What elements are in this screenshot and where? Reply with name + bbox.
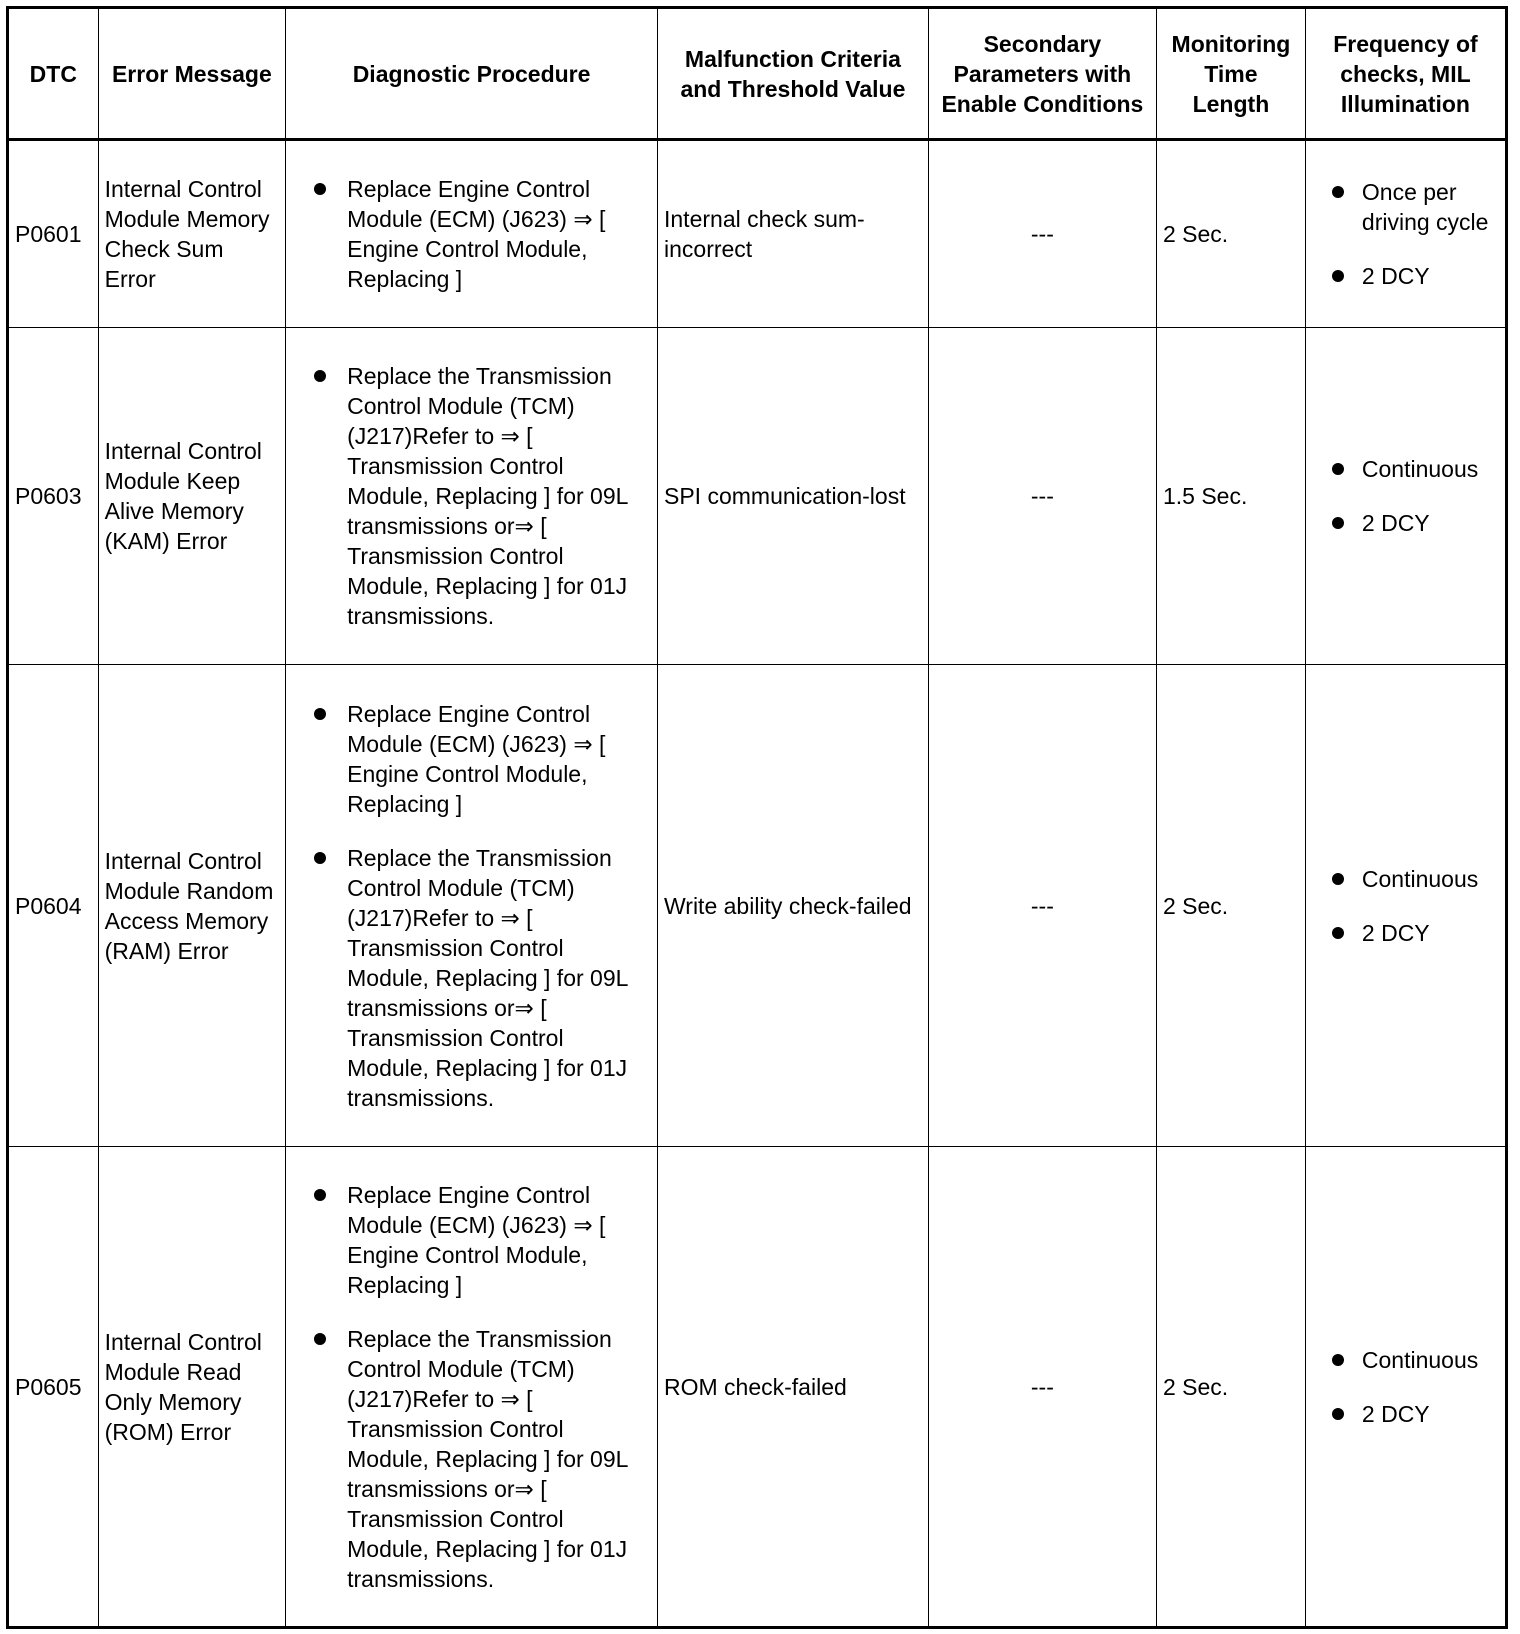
frequency-item: 2 DCY <box>1312 261 1499 291</box>
secondary-parameters: --- <box>928 1147 1156 1628</box>
frequency-item: 2 DCY <box>1312 1399 1499 1429</box>
dtc-code: P0604 <box>8 665 99 1147</box>
table-body <box>8 140 1507 1628</box>
procedure-list <box>292 1180 651 1594</box>
malfunction-criteria: ROM check-failed <box>658 1147 929 1628</box>
procedure-step: Replace the Transmission Control Module (TCM) (J217)Refer to ⇒ [ Transmission Control Module, Replacing ] for 09L transmissions or⇒ [ Transmission Control Module, Replacing ] for 01J transmissions. <box>292 843 651 1113</box>
header-diagnostic-procedure: Diagnostic Procedure <box>286 8 658 140</box>
malfunction-criteria: SPI communication-lost <box>658 328 929 665</box>
diagnostic-procedure <box>286 328 658 665</box>
table-row <box>8 1147 1507 1628</box>
procedure-list <box>292 361 651 631</box>
error-message: Internal Control Module Keep Alive Memory (KAM) Error <box>98 328 286 665</box>
dtc-table <box>6 6 1508 1629</box>
monitoring-time: 2 Sec. <box>1156 1147 1305 1628</box>
diagnostic-procedure <box>286 665 658 1147</box>
table-row <box>8 328 1507 665</box>
monitoring-time: 1.5 Sec. <box>1156 328 1305 665</box>
frequency-item: Continuous <box>1312 454 1499 484</box>
header-malfunction-criteria: Malfunction Criteria and Threshold Value <box>658 8 929 140</box>
monitoring-time: 2 Sec. <box>1156 140 1305 328</box>
error-message: Internal Control Module Random Access Memory (RAM) Error <box>98 665 286 1147</box>
dtc-code: P0603 <box>8 328 99 665</box>
procedure-step: Replace Engine Control Module (ECM) (J623) ⇒ [ Engine Control Module, Replacing ] <box>292 699 651 819</box>
secondary-parameters: --- <box>928 328 1156 665</box>
frequency <box>1305 665 1506 1147</box>
frequency-item: 2 DCY <box>1312 508 1499 538</box>
secondary-parameters: --- <box>928 140 1156 328</box>
header-secondary-parameters: Secondary Parameters with Enable Conditions <box>928 8 1156 140</box>
monitoring-time: 2 Sec. <box>1156 665 1305 1147</box>
procedure-step: Replace Engine Control Module (ECM) (J623) ⇒ [ Engine Control Module, Replacing ] <box>292 1180 651 1300</box>
frequency-list <box>1312 454 1499 538</box>
frequency-list <box>1312 1345 1499 1429</box>
table-header <box>8 8 1507 140</box>
header-frequency: Frequency of checks, MIL Illumination <box>1305 8 1506 140</box>
procedure-step: Replace the Transmission Control Module (TCM) (J217)Refer to ⇒ [ Transmission Control Module, Replacing ] for 09L transmissions or⇒ [ Transmission Control Module, Replacing ] for 01J transmissions. <box>292 361 651 631</box>
frequency-item: Once per driving cycle <box>1312 177 1499 237</box>
diagnostic-procedure <box>286 140 658 328</box>
header-dtc: DTC <box>8 8 99 140</box>
table-row <box>8 140 1507 328</box>
frequency-list <box>1312 177 1499 291</box>
frequency <box>1305 328 1506 665</box>
procedure-step: Replace the Transmission Control Module (TCM) (J217)Refer to ⇒ [ Transmission Control Module, Replacing ] for 09L transmissions or⇒ [ Transmission Control Module, Replacing ] for 01J transmissions. <box>292 1324 651 1594</box>
malfunction-criteria: Internal check sum-incorrect <box>658 140 929 328</box>
frequency-item: 2 DCY <box>1312 918 1499 948</box>
malfunction-criteria: Write ability check-failed <box>658 665 929 1147</box>
frequency <box>1305 140 1506 328</box>
secondary-parameters: --- <box>928 665 1156 1147</box>
frequency-item: Continuous <box>1312 864 1499 894</box>
procedure-list <box>292 174 651 294</box>
frequency-item: Continuous <box>1312 1345 1499 1375</box>
dtc-code: P0601 <box>8 140 99 328</box>
diagnostic-procedure <box>286 1147 658 1628</box>
error-message: Internal Control Module Read Only Memory (ROM) Error <box>98 1147 286 1628</box>
header-row <box>8 8 1507 140</box>
procedure-list <box>292 699 651 1113</box>
error-message: Internal Control Module Memory Check Sum Error <box>98 140 286 328</box>
table-row <box>8 665 1507 1147</box>
frequency <box>1305 1147 1506 1628</box>
procedure-step: Replace Engine Control Module (ECM) (J623) ⇒ [ Engine Control Module, Replacing ] <box>292 174 651 294</box>
frequency-list <box>1312 864 1499 948</box>
header-error-message: Error Message <box>98 8 286 140</box>
header-monitoring-time: Monitoring Time Length <box>1156 8 1305 140</box>
dtc-code: P0605 <box>8 1147 99 1628</box>
